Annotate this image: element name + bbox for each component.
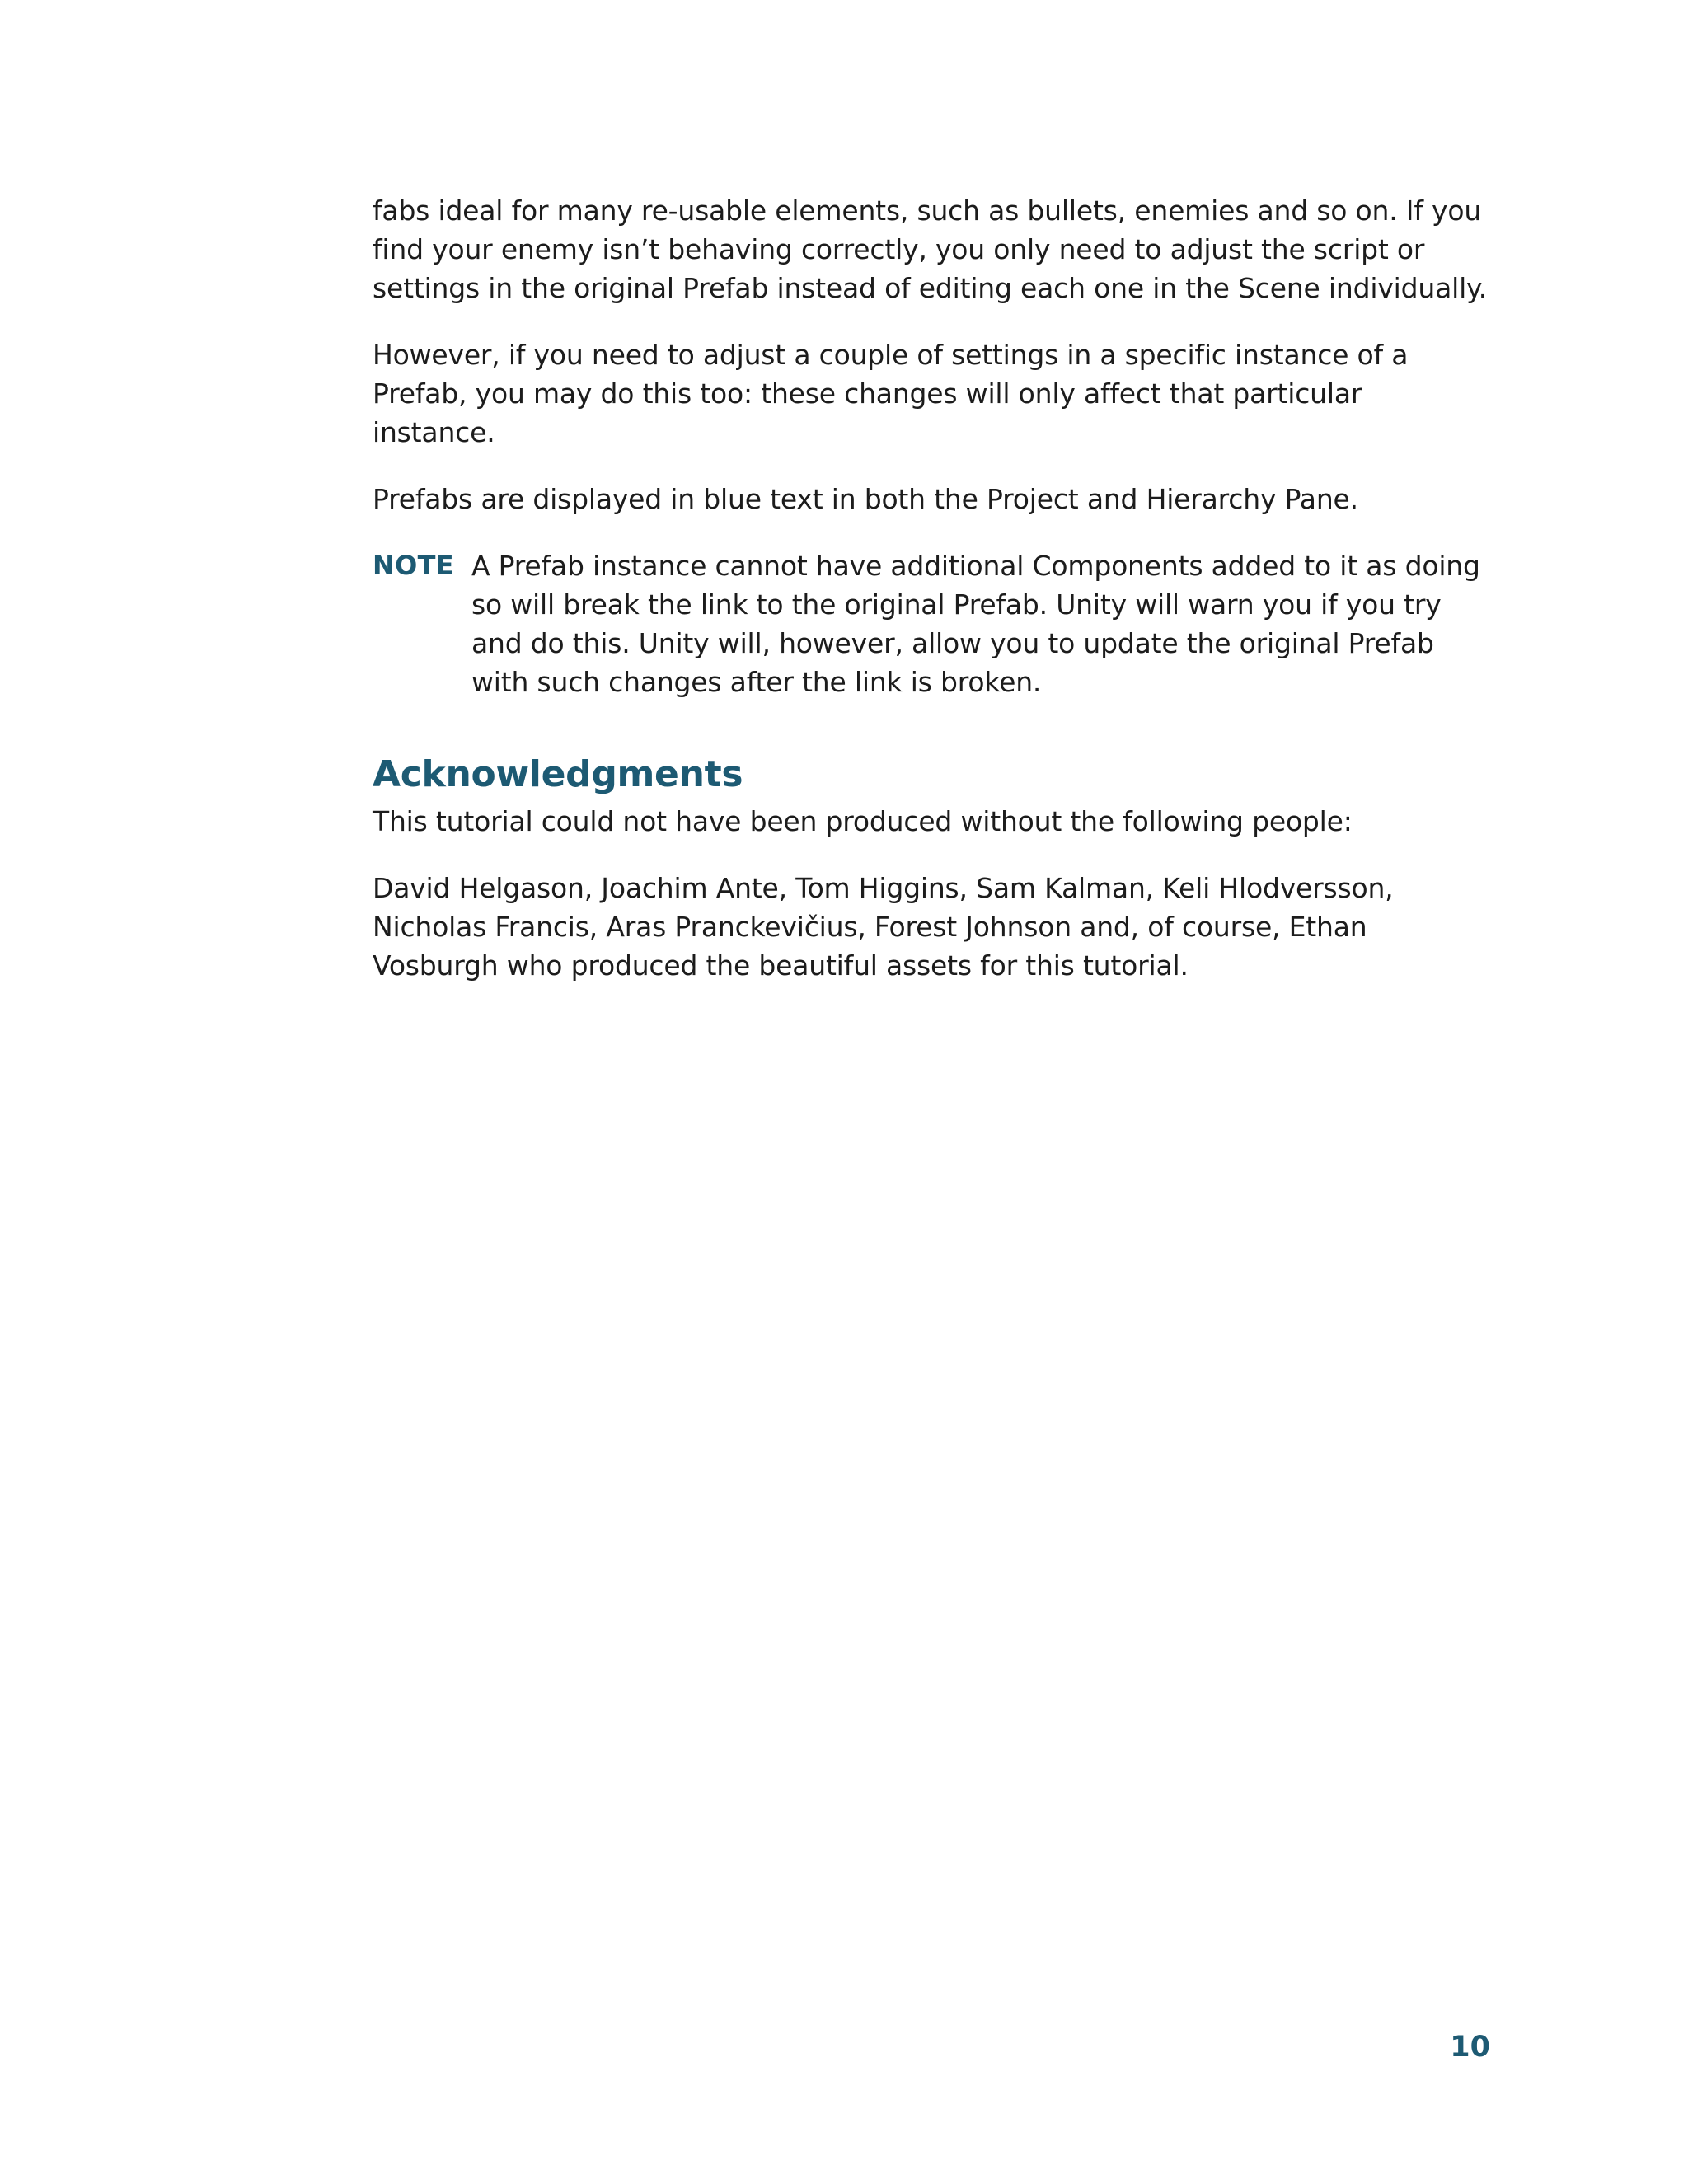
- paragraph-prefab-display: Prefabs are displayed in blue text in both the Project and Hierarchy Pane.: [373, 483, 1358, 515]
- paragraph-prefabs-reuse: fabs ideal for many re-usable elements, such as bullets, enemies and so on. If you find your enemy isn’t behaving correctly, you only need to adjust the script or settings in the original Prefab instead of editing each one in the Scene individually.: [373, 194, 1487, 304]
- acknowledgments-people: David Helgason, Joachim Ante, Tom Higgins, Sam Kalman, Keli Hlodversson, Nicholas Francis, Aras Pranckevičius, Forest Johnson and, of course, Ethan Vosburgh who produced the beautiful assets for this tutorial.: [373, 872, 1394, 982]
- note-block: [373, 546, 1489, 751]
- paragraph-prefab-instance: However, if you need to adjust a couple of settings in a specific instance of a Prefab, you may do this too: these changes will only affect that particular instance.: [373, 339, 1409, 448]
- acknowledgments-heading: Acknowledgments: [373, 753, 743, 795]
- page-content: [373, 191, 1489, 1013]
- page-number: 10: [1450, 2031, 1490, 2064]
- acknowledgments-intro: This tutorial could not have been produced without the following people:: [373, 805, 1353, 837]
- note-label: NOTE: [373, 550, 454, 581]
- note-text: A Prefab instance cannot have additional Components added to it as doing so will break the link to the original Prefab. Unity will warn you if you try and do this. Unity will, however, allow you to update the original Prefab with such changes after the link is broken.: [471, 550, 1480, 698]
